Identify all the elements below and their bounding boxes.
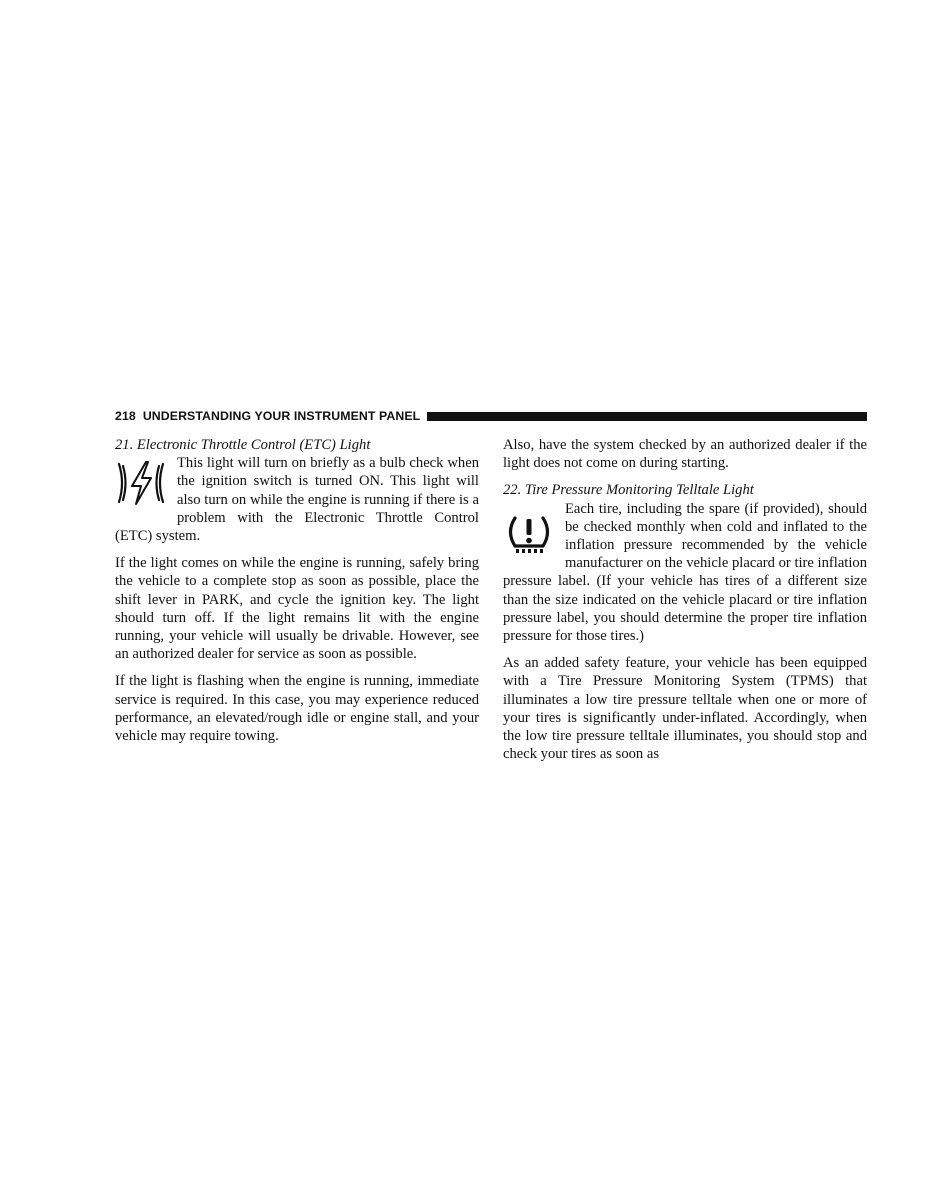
right-column [503, 436, 867, 763]
tpms-paragraph-1-text: Each tire, including the spare (if provided), should be checked monthly when cold and inflated to the inflation pressure recommended by the vehicle manufacturer on the vehicle placard or tire inflation pressure label. (If your vehicle has tires of a different size than the size indicated on the vehicle placard or tire inflation pressure label, you should determine the proper tire inflation pressure for those tires.) [503, 500, 867, 645]
page-header [115, 407, 867, 425]
tire-pressure-warning-icon [503, 502, 555, 567]
etc-paragraph-2: If the light comes on while the engine is running, safely bring the vehicle to a complete stop as soon as possible, place the shift lever in PARK, and cycle the ignition key. The light should turn off. If the light remains lit with the engine running, your vehicle will usually be drivable. However, see an authorized dealer for service as soon as possible. [115, 555, 479, 663]
tpms-paragraph-1 [503, 500, 867, 646]
tpms-intro-paragraph: Also, have the system checked by an authorized dealer if the light does not come on during starting. [503, 437, 867, 472]
tpms-paragraph-2: As an added safety feature, your vehicle has been equipped with a Tire Pressure Monitoring System (TPMS) that illuminates a low tire pressure telltale when one or more of your tires is significantly under-inflated. Accordingly, when the low tire pressure telltale illuminates, you should stop and check your tires as soon as [503, 655, 867, 763]
tpms-heading: 22. Tire Pressure Monitoring Telltale Light [503, 482, 754, 499]
header-rule [427, 412, 867, 421]
etc-paragraph-1 [115, 454, 479, 545]
left-column [115, 436, 479, 745]
section-title: UNDERSTANDING YOUR INSTRUMENT PANEL [142, 409, 421, 423]
etc-paragraph-1-text: This light will turn on briefly as a bulb check when the ignition switch is turned ON. This light will also turn on while the engine is running if there is a problem with the Electronic Throttle Control (ETC) system. [115, 455, 479, 545]
page-number: 218 [115, 409, 136, 423]
etc-paragraph-3: If the light is flashing when the engine is running, immediate service is required. In this case, you may experience reduced performance, an elevated/rough idle or engine stall, and your vehicle may require towing. [115, 673, 479, 745]
etc-heading: 21. Electronic Throttle Control (ETC) Light [115, 437, 371, 453]
etc-warning-icon [115, 456, 167, 515]
